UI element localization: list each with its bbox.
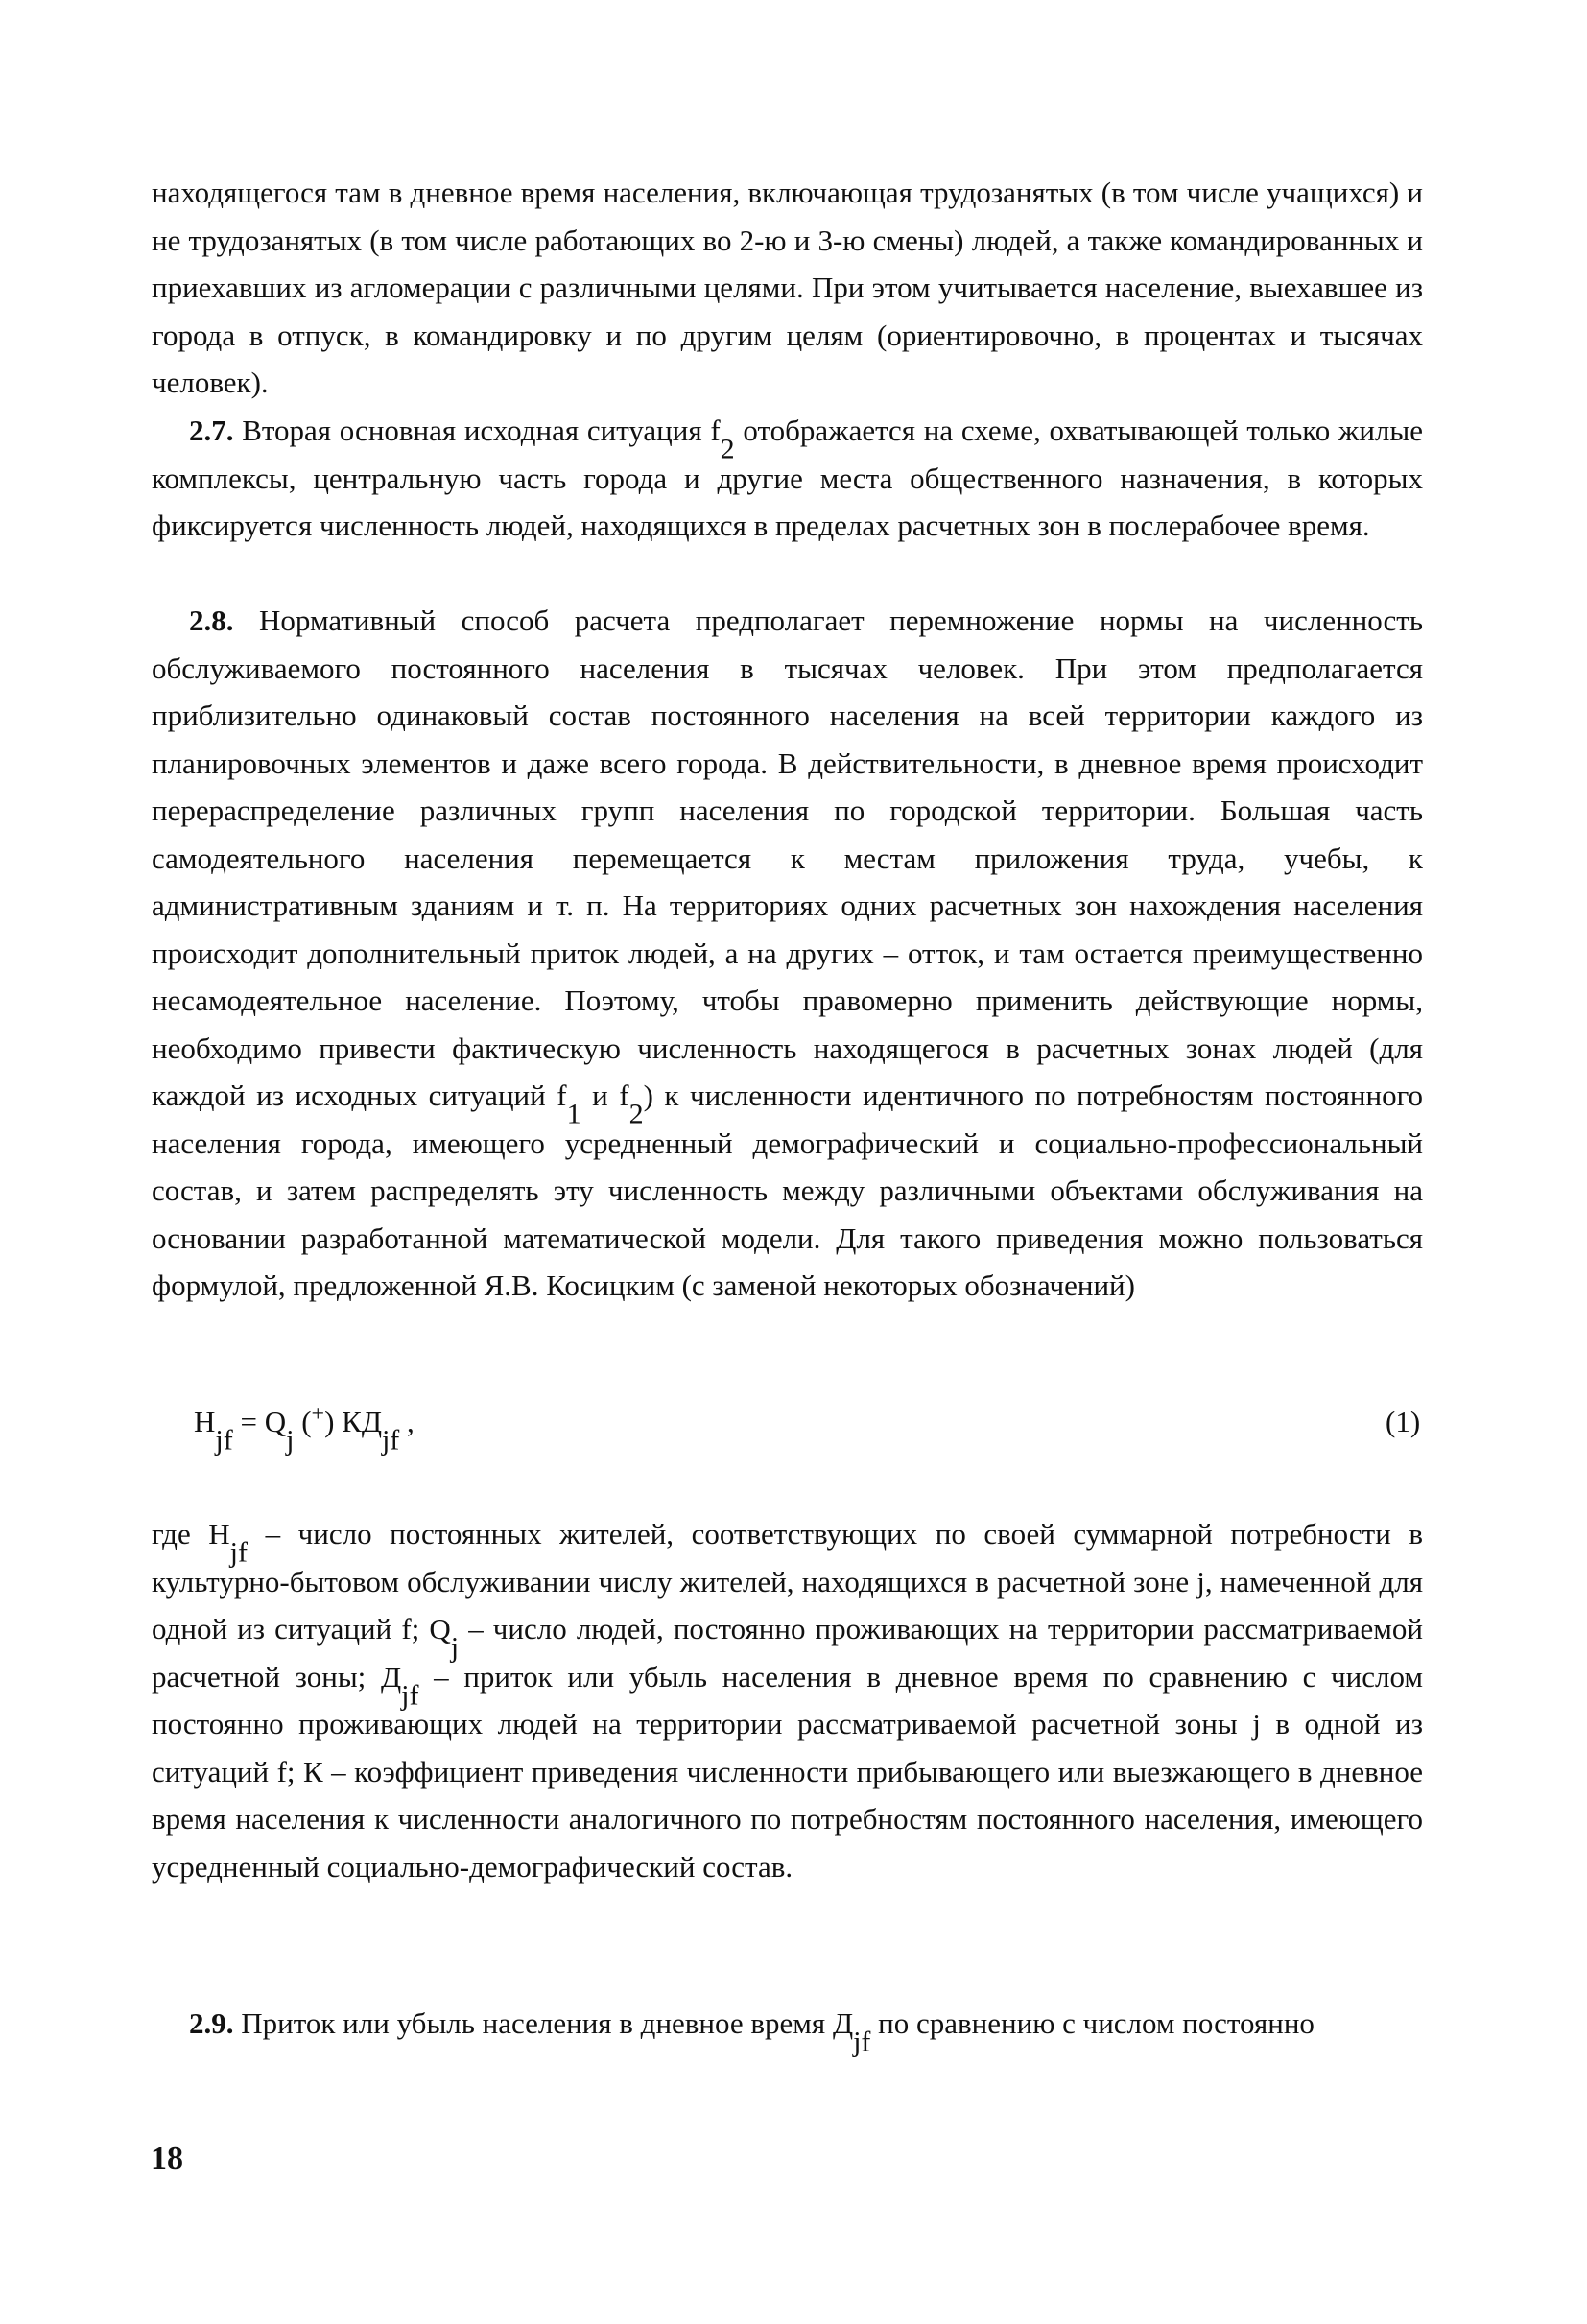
section-number: 2.8. (189, 604, 234, 637)
paragraph-text: – число людей, постоянно проживающих на территории рассматриваемой расчетной зоны; (152, 1612, 1423, 1694)
paragraph-text: – число постоянных жителей, соответствующих по своей суммарной потребности в культурно-бытовом обслуживании числу жителей, находящихся в расчетной зоне j, намеченной для одной из ситуаций f; (152, 1517, 1423, 1646)
paragraph-continuation: находящегося там в дневное время населения, включающая трудозанятых (в том числе учащихся) и не трудозанятых (в том числе работающих во 2-ю и 3-ю смены) людей, а также командированных и приехавших из агломерации с различными целями. При этом учитывается население, выехавшее из города в отпуск, в командировку и по другим целям (ориентировочно, в процентах и тысячах человек). (152, 176, 1423, 399)
equation-number: (1) (1386, 1405, 1421, 1438)
paragraph-text: по сравнению с числом постоянно (870, 2006, 1315, 2040)
variable-subscript: 2 (720, 433, 735, 465)
formula-subscript: jf (381, 1424, 400, 1457)
variable-d: Д (832, 2006, 854, 2040)
variable-h: H (208, 1517, 230, 1551)
variable-d: Д (380, 1659, 402, 1694)
variable-f1: f (557, 1079, 567, 1112)
paragraph-text: Вторая основная исходная ситуация (242, 414, 711, 447)
paragraph-where (152, 1510, 1423, 1890)
formula-1 (194, 1402, 415, 1457)
paragraph-text: Нормативный способ расчета предполагает перемножение нормы на численность обслуживаемого постоянного населения в тысячах человек. При этом предполагается приблизительно одинаковый состав постоянного населения на всей территории каждого из планировочных элементов и даже всего города. В действительности, в дневное время происходит перераспределение различных групп населения по городской территории. Большая часть самодеятельного населения перемещается к местам приложения труда, учебы, к административным зданиям и т. п. На территориях одних расчетных зон нахождения населения происходит дополнительный приток людей, а на других – отток, и там остается преимущественно несамодеятельное население. Поэтому, чтобы правомерно применить действующие нормы, необходимо привести фактическую численность находящегося в расчетных зонах людей (для каждой из исходных ситуаций (152, 604, 1423, 1112)
formula-eq: = Q (232, 1405, 287, 1438)
paragraph-text: и (580, 1079, 620, 1112)
formula-subscript: j (286, 1424, 295, 1457)
section-number: 2.7. (189, 414, 234, 447)
variable-subscript: jf (401, 1679, 419, 1712)
paragraph-text: Приток или убыль населения в дневное время (241, 2006, 833, 2040)
formula-close: ) КД (324, 1405, 382, 1438)
paragraph-text: где (152, 1517, 209, 1551)
paragraph-2-7 (152, 407, 1423, 550)
variable-subscript: 1 (566, 1098, 581, 1130)
paragraph-text: – приток или убыль населения в дневное время по сравнению с числом постоянно проживающих людей на территории рассматриваемой расчетной зоны j в одной из ситуаций f; К – коэффициент приведения численности прибывающего или выезжающего в дневное время населения к численности аналогичного по потребностям постоянного населения, имеющего усредненный социально-демографический состав. (152, 1659, 1423, 1884)
variable-f: f (710, 414, 721, 447)
formula-open: ( (294, 1405, 312, 1438)
paragraph-text: ) к численности идентичного по потребностям постоянного населения города, имеющего усредненный демографический и социально-профессиональный состав, и затем распределять эту численность между различными объектами обслуживания на основании разработанной математической модели. Для такого приведения можно пользоваться формулой, предложенной Я.В. Косицким (с заменой некоторых обозначений) (152, 1079, 1424, 1302)
formula-subscript: jf (215, 1424, 233, 1457)
variable-subscript: 2 (628, 1098, 644, 1130)
formula-comma: , (399, 1405, 415, 1438)
paragraph-text: отображается на схеме, охватывающей только жилые комплексы, центральную часть города и другие места общественного назначения, в которых фиксируется численность людей, находящихся в пределах расчетных зон в послерабочее время. (152, 414, 1423, 542)
variable-q: Q (429, 1612, 451, 1646)
section-number: 2.9. (189, 2006, 234, 2040)
variable-f2: f (619, 1079, 629, 1112)
variable-subscript: jf (229, 1536, 248, 1569)
paragraph-2-9 (152, 2000, 1423, 2058)
variable-subscript: jf (853, 2026, 871, 2058)
page-number: 18 (151, 2141, 183, 2176)
paragraph-2-8 (152, 597, 1423, 1310)
formula-h: H (194, 1405, 216, 1438)
formula-plus-minus: + (311, 1402, 325, 1428)
variable-subscript: j (450, 1631, 460, 1664)
